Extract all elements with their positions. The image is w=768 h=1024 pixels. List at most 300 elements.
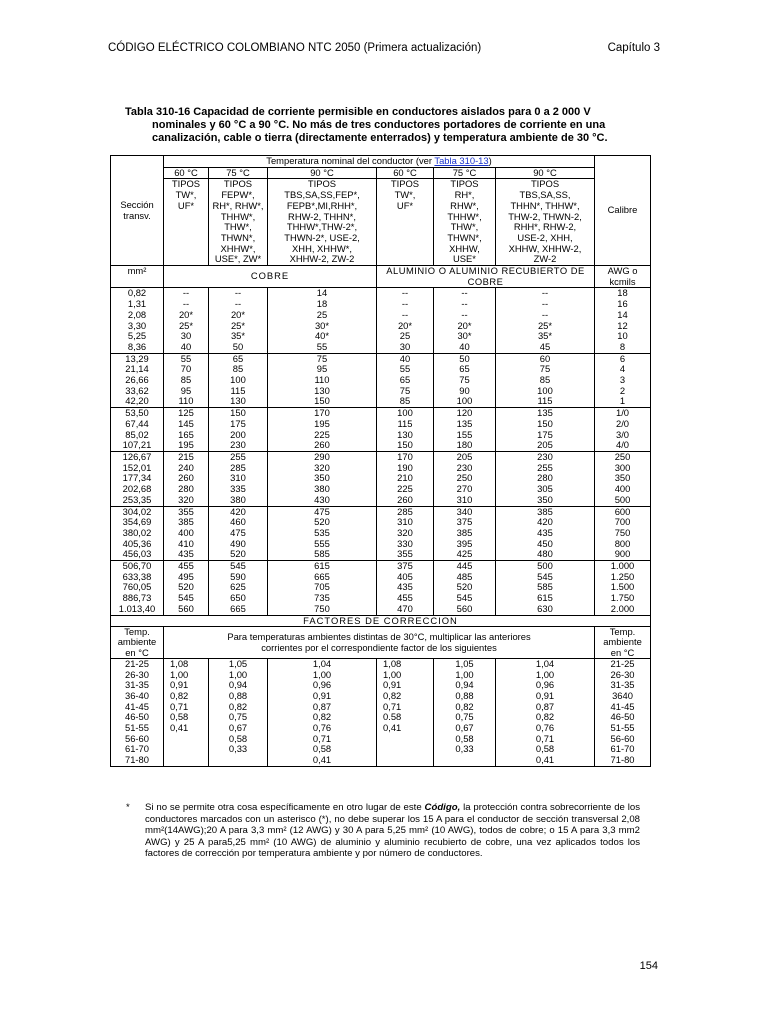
type-line: TIPOS (390, 178, 420, 190)
table-value: 195 (178, 439, 194, 451)
ampacity-cell (496, 561, 595, 616)
table-value: 40* (314, 330, 330, 342)
table-value: 180 (456, 439, 473, 451)
factor-value: 0,88 (228, 689, 248, 701)
table-value: -- (461, 287, 468, 299)
table-value: 310 (230, 472, 246, 484)
table-value: 1.750 (610, 592, 635, 604)
type-line: USE* (453, 253, 476, 265)
table-value: 1 (619, 395, 626, 407)
table-value: 150 (397, 439, 413, 451)
text-line: Temp. (124, 626, 150, 638)
caption-line-3: canalización, cable o tierra (directamente enterrados) y temperatura ambiente de 30 °C. (152, 132, 608, 144)
table-value: 35* (537, 330, 553, 342)
table-value: 75 (539, 363, 551, 375)
footnote-part-2: la protección contra sobrecorriente de los conductores marcados con un asterisco (*), no debe superar los 15 A para el conductor de sección transversal 2,08 mm²(14AWG);20 A para 3,3 mm² (12 AWG) y 30 A para 5,25 mm² (10 AWG), todos de cobre; o 15 A para 3,3 mm2 AWG) y 25 A para5,25 mm² (10 AWG) de aluminio y aluminio recubierto de cobre, una vez aplicados todos los factores de corrección por temperatura ambiente y por número de conductores. (145, 802, 640, 860)
ampacity-cell (377, 288, 434, 353)
type-line: XHH, XHHW*, (292, 242, 352, 254)
table-value: 735 (314, 592, 330, 604)
table-value: 110 (314, 374, 330, 386)
aluminio-label: ALUMINIO O ALUMINIO RECUBIERTO DE COBRE (377, 266, 595, 288)
table-value: 90 (459, 384, 470, 396)
table-value: 420 (537, 516, 553, 528)
correction-factor-cell (209, 658, 268, 766)
factor-value: 0,91 (312, 689, 332, 701)
table-value: 460 (230, 516, 246, 528)
table-value: 33,62 (125, 384, 149, 396)
factor-value: 0,58 (170, 711, 189, 723)
table-value: -- (541, 298, 549, 310)
correction-factor-cell (434, 658, 496, 766)
temp-rating-cell: 90 °C (496, 167, 595, 179)
type-line: THHW*, (220, 210, 256, 222)
type-line: TIPOS (450, 178, 479, 190)
ampacity-cell (209, 353, 268, 408)
table-value: 385 (456, 526, 473, 538)
table-value: 25* (537, 319, 553, 331)
table-value: 560 (456, 602, 473, 614)
correction-factor-cell (496, 658, 595, 766)
table-value: 50 (232, 340, 244, 352)
temp-ambient-left-header (111, 627, 164, 659)
page-number: 154 (639, 960, 658, 972)
table-value: 1/0 (615, 407, 630, 419)
ampacity-cell (377, 561, 434, 616)
calibre-cell (595, 451, 651, 506)
factor-value: 0,82 (170, 689, 189, 701)
section-cell (111, 561, 164, 616)
text-line: en °C (125, 646, 149, 658)
table-value: 375 (397, 560, 413, 572)
table-row-group (111, 408, 651, 452)
table-row-group (111, 353, 651, 408)
table-value: 200 (230, 428, 246, 440)
table-value: 152,01 (122, 461, 152, 473)
table-value: 495 (178, 570, 194, 582)
table-value: 800 (614, 537, 631, 549)
table-value: 1,31 (127, 298, 147, 310)
table-value: 175 (230, 417, 246, 429)
type-line: XHHW-2, ZW-2 (289, 253, 355, 265)
table-value: 290 (314, 451, 330, 462)
text-line: Temp. ambiente (603, 626, 642, 648)
unit-mm2: mm² (111, 266, 164, 288)
type-line: TIPOS (307, 178, 337, 190)
factor-value: 1,05 (455, 658, 474, 669)
text-line: Para temperaturas ambientes distintas de 30°C, multiplicar las anteriores (227, 631, 531, 643)
factor-value (383, 755, 432, 766)
table-value: 490 (230, 537, 246, 549)
factor-value: 0,71 (170, 700, 189, 712)
table-310-13-link[interactable]: Tabla 310-13 (434, 155, 489, 166)
table-value: 130 (314, 384, 330, 396)
table-value: 100 (456, 395, 473, 407)
table-value: 14 (617, 308, 628, 320)
table-value: 95 (180, 384, 192, 396)
table-value: 4 (619, 363, 626, 375)
factores-header: FACTORES DE CORRECCION (111, 615, 651, 627)
table-value: 350 (614, 472, 631, 484)
table-value: 750 (614, 526, 631, 538)
factor-value: 0,58 (228, 732, 248, 744)
type-line: XHHW, (449, 242, 480, 254)
factor-value: 0,71 (383, 700, 402, 712)
table-value: 455 (178, 560, 194, 572)
seccion-header (111, 156, 164, 266)
table-value: 506,70 (122, 560, 152, 572)
table-value: 750 (314, 602, 330, 614)
table-value: 8,36 (127, 340, 147, 352)
table-value: 65 (399, 374, 411, 386)
conductor-types-cell (164, 179, 209, 266)
running-header-title: CÓDIGO ELÉCTRICO COLOMBIANO NTC 2050 (Primera actualización) (108, 42, 482, 54)
ampacity-cell (377, 506, 434, 561)
table-value: 260 (314, 439, 330, 451)
factor-value: 0,75 (455, 711, 474, 723)
table-value: 100 (230, 374, 246, 386)
factor-value: 0,41 (535, 754, 555, 766)
table-value: 420 (230, 506, 246, 517)
table-value: 55 (180, 353, 192, 364)
table-value: 177,34 (122, 472, 152, 484)
type-line: TIPOS (171, 178, 201, 190)
correction-factor-cell (268, 658, 377, 766)
calibre-cell (595, 288, 651, 353)
factor-value: 0,33 (228, 743, 248, 755)
table-value: 165 (178, 428, 194, 440)
factor-value: 0,41 (383, 722, 402, 734)
ampacity-cell (164, 408, 209, 452)
table-value: 12 (617, 319, 628, 331)
table-value: 250 (614, 451, 631, 462)
table-value: 705 (314, 581, 330, 593)
table-value: 125 (178, 407, 194, 419)
factor-value: 0,91 (383, 679, 402, 691)
footnote-code-word: Código, (424, 802, 461, 813)
type-line: FEPB*,MI,RHH*, (286, 199, 358, 211)
table-value: 350 (537, 493, 553, 505)
ampacity-cell (209, 451, 268, 506)
factor-value: 0,58 (455, 732, 474, 744)
table-value: 340 (456, 506, 473, 517)
factor-value: 41-45 (125, 700, 149, 712)
temp-rating-cell: 60 °C (377, 167, 434, 179)
ampacity-cell (434, 506, 496, 561)
table-caption (125, 106, 645, 145)
table-value: 107,21 (122, 439, 152, 451)
table-row-group (111, 506, 651, 561)
footnote (126, 802, 640, 860)
table-value: 120 (456, 407, 473, 419)
table-value: 230 (230, 439, 246, 451)
table-value: 75 (459, 374, 470, 386)
table-value: 310 (397, 516, 413, 528)
factor-value: 0,82 (383, 689, 402, 701)
table-value: 555 (314, 537, 330, 549)
factor-value (435, 755, 494, 766)
factor-value: 1,08 (170, 658, 189, 669)
table-value: 85 (232, 363, 244, 375)
text-line: en °C (610, 646, 635, 658)
ampacity-cell (268, 408, 377, 452)
table-value: 650 (230, 592, 246, 604)
table-value: 585 (537, 581, 553, 593)
table-value: 545 (537, 570, 553, 582)
table-value: 260 (397, 493, 413, 505)
table-value: 20* (178, 308, 194, 320)
factor-value: 1,04 (535, 658, 555, 669)
type-line: THW-2, THWN-2, (508, 210, 582, 222)
calibre-cell (595, 506, 651, 561)
table-value: 255 (230, 451, 246, 462)
ampacity-cell (434, 451, 496, 506)
table-value: 110 (178, 395, 194, 407)
ampacity-cell (434, 561, 496, 616)
ampacity-cell (209, 408, 268, 452)
type-line: THHN*, THHW*, (510, 199, 580, 211)
ampacity-cell (268, 451, 377, 506)
ampacity-cell (377, 353, 434, 408)
type-line: UF* (396, 199, 414, 211)
type-line: UF* (177, 199, 195, 211)
type-line: TBS,SA,SS,FEP*, (284, 189, 360, 201)
section-cell (111, 353, 164, 408)
table-value: 35* (230, 330, 246, 342)
table-value: 405,36 (122, 537, 152, 549)
table-value: 6 (619, 353, 626, 364)
factor-value: 51-55 (610, 722, 635, 734)
table-value: 1.000 (610, 560, 635, 572)
table-value: 600 (614, 506, 631, 517)
table-value: 300 (614, 461, 631, 473)
table-value: 280 (178, 483, 194, 495)
factor-value: 0,71 (312, 732, 332, 744)
table-value: 485 (456, 570, 473, 582)
table-value: 305 (537, 483, 553, 495)
factor-value: 71-80 (610, 754, 635, 766)
table-value: 40 (459, 340, 470, 352)
factor-value: 61-70 (125, 743, 149, 755)
table-value: 886,73 (122, 592, 152, 604)
table-value: 535 (314, 526, 330, 538)
table-value: 135 (537, 407, 553, 419)
calibre-cell (595, 408, 651, 452)
factor-value (170, 734, 207, 745)
ampacity-cell (164, 353, 209, 408)
type-line: TBS,SA,SS, (519, 189, 571, 201)
temp-rating-cell: 75 °C (209, 167, 268, 179)
table-value: -- (541, 308, 549, 320)
table-value: 285 (230, 461, 246, 473)
table-value: 2.000 (610, 602, 635, 614)
factor-value (383, 744, 432, 755)
table-value: 65 (459, 363, 470, 375)
table-value: 455 (397, 592, 413, 604)
table-value: 665 (314, 570, 330, 582)
factor-value: 1,00 (228, 668, 248, 680)
type-line: THWN*, (220, 231, 256, 243)
table-value: 195 (314, 417, 330, 429)
table-value: 665 (230, 602, 246, 614)
factor-value: 1,05 (228, 658, 248, 669)
table-value: 18 (316, 298, 328, 310)
text-line: transv. (123, 209, 151, 221)
conductor-types-cell (434, 179, 496, 266)
factor-value: 0.58 (383, 711, 402, 723)
conductor-types-cell (268, 179, 377, 266)
caption-line-1: Tabla 310-16 Capacidad de corriente permisible en conductores aislados para 0 a 2 000 V (125, 106, 591, 118)
table-value: 430 (314, 493, 330, 505)
type-line: THWN*, (447, 231, 482, 243)
type-line: THHW*, (447, 210, 482, 222)
table-value: 253,35 (122, 493, 152, 505)
table-value: 1.500 (610, 581, 635, 593)
temperature-header-suffix: ) (488, 155, 492, 166)
table-value: 2 (619, 384, 626, 396)
table-value: 380 (230, 493, 246, 505)
table-value: 20* (457, 319, 472, 331)
table-value: 115 (230, 384, 246, 396)
factor-value: 0,75 (228, 711, 248, 723)
table-value: 545 (456, 592, 473, 604)
table-value: 240 (178, 461, 194, 473)
table-value: 210 (397, 472, 413, 484)
table-value: 190 (397, 461, 413, 473)
calibre-header: Calibre (595, 156, 651, 266)
table-value: 355 (178, 506, 194, 517)
table-value: 320 (314, 461, 330, 473)
table-value: 130 (397, 428, 413, 440)
factor-value: 0,67 (455, 722, 474, 734)
type-line: RH*, (454, 189, 475, 201)
table-value: 20* (397, 319, 413, 331)
footnote-part-1: Si no se permite otra cosa específicamente en otro lugar de este (145, 802, 425, 813)
table-value: 4/0 (615, 439, 630, 451)
ampacity-cell (209, 561, 268, 616)
table-value: 20* (230, 308, 246, 320)
text-line: ambiente (117, 636, 157, 648)
factor-value: 1,08 (383, 658, 402, 669)
factor-value: 31-35 (125, 679, 149, 691)
factor-value: 36-40 (125, 689, 149, 701)
table-value: 255 (537, 461, 553, 473)
ampacity-cell (268, 561, 377, 616)
type-line: RHW*, (450, 199, 479, 211)
table-value: 135 (456, 417, 473, 429)
table-value: 53,50 (125, 407, 149, 419)
table-value: 450 (537, 537, 553, 549)
table-value: 225 (314, 428, 330, 440)
table-value: 260 (178, 472, 194, 484)
factor-value: 1,00 (383, 668, 402, 680)
table-value: 320 (178, 493, 194, 505)
factor-value: 26-30 (125, 668, 149, 680)
table-value: 560 (178, 602, 194, 614)
table-value: 205 (537, 439, 553, 451)
table-value: 1.013,40 (118, 602, 156, 614)
table-value: 26,66 (125, 374, 149, 386)
footnote-marker: * (126, 802, 130, 813)
table-value: 400 (178, 526, 194, 538)
temp-rating-cell: 60 °C (164, 167, 209, 179)
type-line: THWN-2*, USE-2, (284, 231, 360, 243)
correction-factor-cell (164, 658, 209, 766)
type-line: TIPOS (530, 178, 560, 190)
table-value: 320 (397, 526, 413, 538)
temp-ambient-right-header (595, 627, 651, 659)
ampacity-cell (496, 451, 595, 506)
table-value: 30* (457, 330, 472, 342)
ampacity-cell (377, 451, 434, 506)
table-value: -- (401, 287, 409, 299)
table-value: -- (401, 308, 409, 320)
awg-label: AWG o kcmils (595, 266, 651, 288)
temp-range-left (111, 658, 164, 766)
factor-value: 26-30 (610, 668, 635, 680)
ampacity-cell (164, 506, 209, 561)
table-value: 30 (180, 330, 192, 342)
table-value: -- (541, 287, 549, 299)
correction-instructions (164, 627, 595, 659)
table-value: 225 (397, 483, 413, 495)
factor-value: 1,04 (312, 658, 332, 669)
table-value: 520 (314, 516, 330, 528)
type-line: TW*, (175, 189, 197, 201)
table-value: 615 (537, 592, 553, 604)
factor-value: 0,82 (535, 711, 555, 723)
table-value: 456,03 (122, 548, 152, 560)
table-value: 435 (178, 548, 194, 560)
table-value: 2/0 (615, 417, 630, 429)
table-value: 520 (456, 581, 473, 593)
type-line: TW*, (394, 189, 416, 201)
temp-rating-cell: 90 °C (268, 167, 377, 179)
ampacity-cell (377, 408, 434, 452)
type-line: RHW-2, THHN*, (288, 210, 356, 222)
conductor-types-cell (377, 179, 434, 266)
type-line: RH*, RHW*, (212, 199, 264, 211)
type-line: THW*, (224, 221, 252, 233)
text-line: corrientes por el correspondiente factor de los siguientes (261, 641, 497, 653)
table-value: 435 (537, 526, 553, 538)
table-value: 470 (397, 602, 413, 614)
table-value: 355 (397, 548, 413, 560)
table-value: 150 (230, 407, 246, 419)
ampacity-cell (496, 506, 595, 561)
table-value: 335 (230, 483, 246, 495)
table-value: 250 (456, 472, 473, 484)
calibre-cell (595, 561, 651, 616)
temperature-header-prefix: Temperatura nominal del conductor (ver (266, 155, 435, 166)
factor-value: 21-25 (125, 658, 149, 669)
table-value: 5,25 (127, 330, 147, 342)
table-value: 8 (619, 340, 626, 352)
table-value: 270 (456, 483, 473, 495)
table-value: 380,02 (122, 526, 152, 538)
table-value: 130 (230, 395, 246, 407)
table-value: 55 (316, 340, 328, 352)
factor-value: 0,67 (228, 722, 248, 734)
type-line: ZW-2 (533, 253, 557, 265)
table-value: 435 (397, 581, 413, 593)
table-value: 100 (397, 407, 413, 419)
factor-value: 1,00 (535, 668, 555, 680)
factor-value: 0,76 (535, 722, 555, 734)
table-value: 21,14 (125, 363, 149, 375)
factor-value: 46-50 (125, 711, 149, 723)
factor-value: 3640 (612, 689, 633, 701)
ampacity-cell (164, 288, 209, 353)
